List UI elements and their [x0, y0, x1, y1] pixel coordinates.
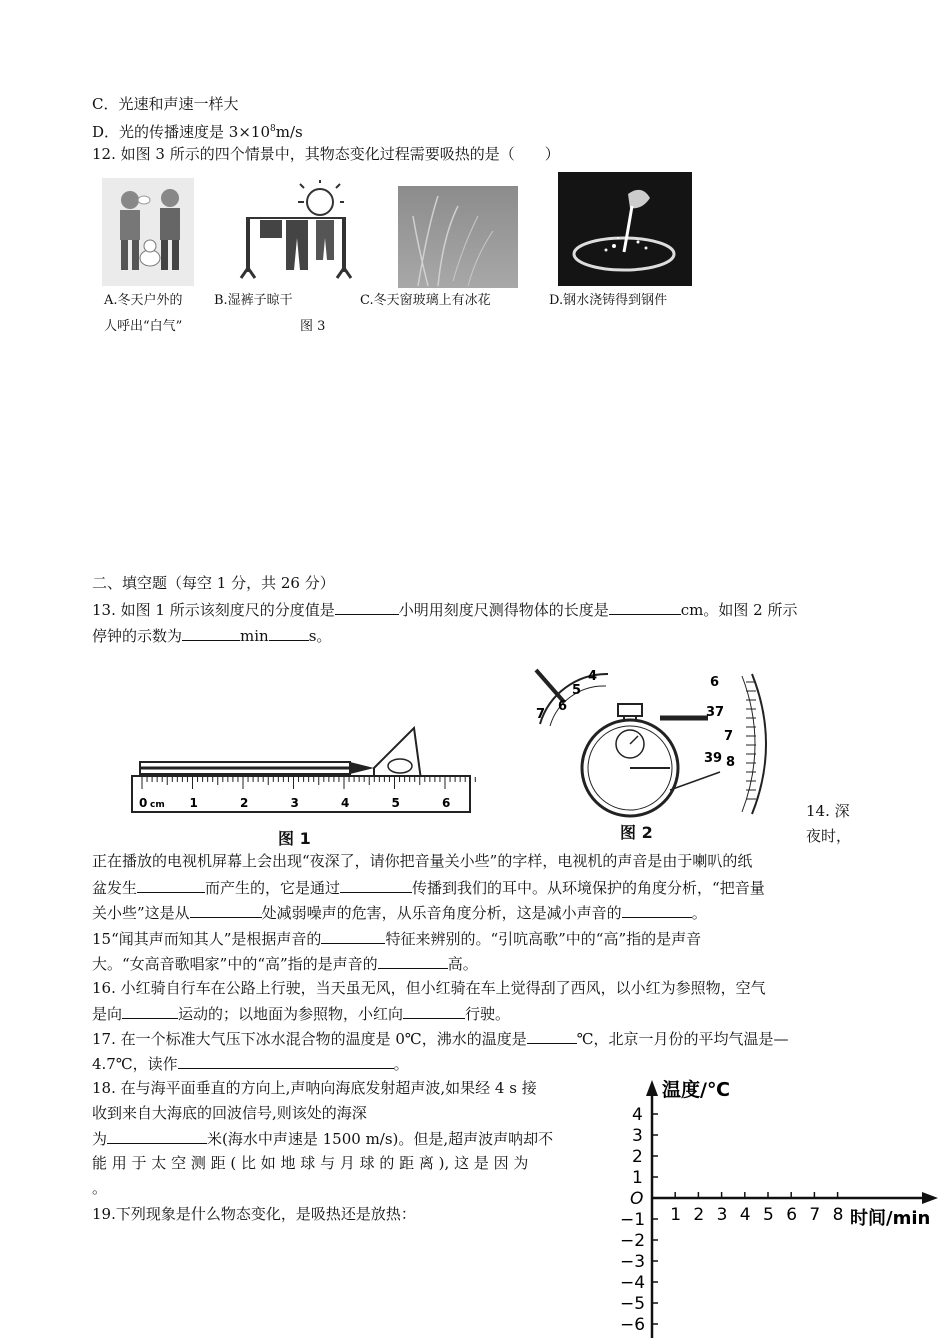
figure-3c-window-frost — [398, 186, 518, 288]
q11-option-d: D．光的传播速度是 $3\times 10^8m/s$ — [92, 123, 303, 141]
q16-blank-2[interactable] — [403, 1002, 465, 1019]
q14-blank-1[interactable] — [137, 876, 205, 893]
y-tick-label: 1 — [632, 1168, 643, 1188]
figure-3-label: 图 3 — [300, 319, 326, 334]
q17-blank-1[interactable] — [527, 1027, 577, 1044]
origin-label: O — [630, 1189, 644, 1209]
q14-head-2: 夜时， — [806, 827, 852, 845]
q13-line1: 13. 如图 1 所示该刻度尺的分度值是 小明用刻度尺测得物体的长度是 cm。如图 2 所示 — [92, 598, 797, 621]
stopwatch-second-label: 39 — [704, 751, 723, 766]
x-tick-label: 3 — [716, 1205, 728, 1225]
y-tick-label: −5 — [620, 1294, 646, 1314]
q16-blank-1[interactable] — [122, 1002, 178, 1019]
ruler-tick-label: 3 — [290, 796, 299, 810]
ruler-tick-label: 6 — [442, 796, 451, 810]
y-tick-label: 4 — [632, 1105, 643, 1125]
ruler-tick-label: 4 — [341, 796, 350, 810]
figure-3d-molten-steel — [558, 172, 692, 286]
stopwatch-second-label: 37 — [706, 705, 725, 720]
stopwatch-minute-label: 5 — [572, 683, 582, 698]
y-tick-label: 2 — [632, 1147, 643, 1167]
q16-line1: 16. 小红骑自行车在公路上行驶，当天虽无风，但小红骑在车上觉得刮了西风，以小红为参照物，空气 — [92, 979, 766, 997]
q18-line3: 为 米(海水中声速是 1500 m/s)。但是,超声波声呐却不 — [92, 1127, 553, 1150]
y-tick-label: 3 — [632, 1126, 643, 1146]
q16-line2: 是向 运动的；以地面为参照物，小红向 行驶。 — [92, 1002, 510, 1025]
q14-blank-3[interactable] — [190, 901, 262, 918]
q14-line3: 关小些”这是从 处减弱噪声的危害，从乐音角度分析，这是减小声音的 。 — [92, 901, 707, 924]
q18-line4: 能 用 于 太 空 测 距 ( 比 如 地 球 与 月 球 的 距 离 ), 这 是 因 为 — [92, 1154, 529, 1172]
q17-line1: 17. 在一个标准大气压下冰水混合物的温度是 0℃，沸水的温度是 ℃，北京一月份的平均气温是— — [92, 1027, 789, 1050]
q17-blank-2[interactable] — [178, 1052, 394, 1069]
q14-line2: 盆发生 而产生的，它是通过 传播到我们的耳中。从环境保护的角度分析，“把音量 — [92, 876, 765, 899]
q15-blank-1[interactable] — [321, 927, 385, 944]
stopwatch-minute-label: 6 — [558, 699, 568, 714]
q18-line5: 。 — [92, 1179, 108, 1197]
q14-blank-4[interactable] — [622, 901, 692, 918]
q12-stem: 12. 如图 3 所示的四个情景中，其物态变化过程需要吸热的是（ ） — [92, 145, 560, 163]
q15-blank-2[interactable] — [378, 952, 448, 969]
q13-blank-1[interactable] — [335, 598, 399, 615]
q11-option-c: C．光速和声速一样大 — [92, 95, 239, 113]
graph-ticks — [620, 1105, 843, 1335]
figure-1-ruler — [124, 718, 478, 818]
stopwatch-minute-label: 7 — [536, 707, 546, 722]
figure-1-label: 图 1 — [278, 829, 311, 848]
x-tick-label: 4 — [739, 1205, 751, 1225]
figure-2-label: 图 2 — [620, 823, 653, 842]
caption-d: D.钢水浇铸得到钢件 — [549, 293, 668, 308]
x-tick-label: 5 — [763, 1205, 774, 1225]
q15-line1: 15“闻其声而知其人”是根据声音的 特征来辨别的。“引吭高歌”中的“高”指的是声音 — [92, 927, 701, 950]
y-axis-label: 温度/℃ — [662, 1079, 730, 1101]
caption-a-line2: 人呼出“白气” — [104, 319, 183, 334]
stopwatch-second-label: 8 — [726, 755, 736, 770]
x-tick-label: 7 — [809, 1205, 821, 1225]
x-tick-label: 8 — [832, 1205, 844, 1225]
x-tick-label: 2 — [693, 1205, 705, 1225]
figure-3b-drying-pants — [236, 180, 354, 280]
q13-blank-4[interactable] — [269, 624, 309, 641]
y-tick-label: −3 — [620, 1252, 646, 1272]
ruler-unit-label: cm — [150, 800, 165, 810]
figure-3a-people-breath — [102, 178, 194, 286]
y-tick-label: −6 — [620, 1315, 646, 1335]
caption-c: C.冬天窗玻璃上有冰花 — [360, 293, 491, 308]
y-tick-label: −1 — [620, 1210, 646, 1230]
stopwatch-minute-label: 4 — [588, 669, 598, 684]
q18-blank-1[interactable] — [107, 1127, 207, 1144]
stopwatch-second-label: 7 — [724, 729, 734, 744]
figure-2-stopwatch — [520, 664, 780, 824]
q19-line1: 19.下列现象是什么物态变化，是吸热还是放热： — [92, 1205, 416, 1223]
ruler-tick-label: 5 — [391, 796, 400, 810]
caption-b: B.湿裤子晾干 — [214, 293, 293, 308]
caption-a: A.冬天户外的 — [104, 293, 183, 308]
q13-blank-3[interactable] — [182, 624, 240, 641]
q14-blank-2[interactable] — [340, 876, 412, 893]
x-tick-label: 1 — [670, 1205, 682, 1225]
x-tick-label: 6 — [786, 1205, 798, 1225]
stopwatch-second-label: 6 — [710, 675, 720, 690]
q18-line2: 收到来自大海底的回波信号,则该处的海深 — [92, 1104, 367, 1122]
ruler-tick-label: 0 — [139, 796, 148, 810]
q15-line2: 大。“女高音歌唱家”中的“高”指的是声音的 高。 — [92, 952, 478, 975]
temperature-time-axes — [618, 1074, 944, 1340]
q13-line2: 停钟的示数为 min s。 — [92, 624, 331, 647]
x-axis-label: 时间/min — [850, 1208, 931, 1229]
q17-line2: 4.7℃，读作 。 — [92, 1052, 409, 1075]
q14-line1: 正在播放的电视机屏幕上会出现“夜深了，请你把音量关小些”的字样，电视机的声音是由于喇叭的纸 — [92, 852, 753, 870]
ruler-tick-label: 1 — [189, 796, 198, 810]
section-2-title: 二、填空题（每空 1 分，共 26 分） — [92, 574, 335, 592]
q14-head-1: 14. 深 — [806, 802, 850, 820]
ruler-tick-label: 2 — [240, 796, 249, 810]
q18-line1: 18. 在与海平面垂直的方向上,声呐向海底发射超声波,如果经 4 s 接 — [92, 1079, 537, 1097]
q13-blank-2[interactable] — [609, 598, 681, 615]
y-tick-label: −2 — [620, 1231, 646, 1251]
y-tick-label: −4 — [620, 1273, 646, 1293]
